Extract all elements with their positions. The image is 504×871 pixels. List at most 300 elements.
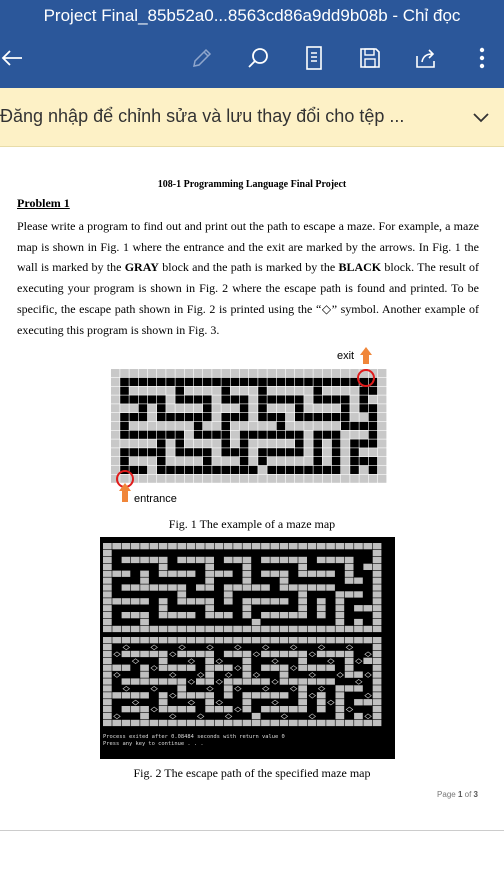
maze-path-cell bbox=[326, 578, 335, 584]
maze-path-cell bbox=[240, 448, 249, 456]
maze-wall-cell bbox=[159, 706, 168, 712]
maze-wall-cell bbox=[363, 699, 372, 705]
maze-wall-cell bbox=[298, 612, 307, 618]
maze-wall-cell bbox=[111, 395, 120, 403]
maze-path-cell bbox=[326, 591, 335, 597]
maze-wall-cell bbox=[103, 685, 112, 691]
maze-path-cell bbox=[270, 685, 279, 691]
maze-path-cell bbox=[177, 713, 186, 719]
maze-wall-cell bbox=[243, 564, 252, 570]
maze-wall-cell bbox=[205, 605, 214, 611]
maze-path-cell bbox=[129, 378, 138, 386]
maze-wall-cell bbox=[326, 637, 335, 643]
sign-in-banner[interactable] bbox=[0, 88, 504, 147]
maze-wall-cell bbox=[363, 720, 372, 726]
maze-wall-cell bbox=[159, 699, 168, 705]
maze-wall-cell bbox=[298, 699, 307, 705]
maze-path-cell bbox=[166, 431, 175, 439]
maze-path-cell bbox=[332, 439, 341, 447]
maze-wall-cell bbox=[270, 651, 279, 657]
edit-button[interactable] bbox=[184, 38, 220, 78]
maze-wall-cell bbox=[103, 706, 112, 712]
maze-wall-cell bbox=[196, 584, 205, 590]
maze-wall-cell bbox=[205, 543, 214, 549]
search-button[interactable] bbox=[240, 38, 276, 78]
maze-wall-cell bbox=[177, 591, 186, 597]
maze-path-cell bbox=[308, 619, 317, 625]
maze-path-cell bbox=[323, 378, 332, 386]
maze-path-cell bbox=[363, 665, 372, 671]
maze-wall-cell bbox=[243, 612, 252, 618]
maze-wall-cell bbox=[175, 369, 184, 377]
maze-path-cell bbox=[168, 550, 177, 556]
maze-path-cell bbox=[122, 713, 131, 719]
maze-wall-cell bbox=[157, 475, 166, 483]
maze-path-cell bbox=[289, 598, 298, 604]
maze-wall-cell bbox=[185, 387, 194, 395]
maze-path-cell bbox=[267, 431, 276, 439]
maze-wall-cell bbox=[224, 543, 233, 549]
maze-path-cell bbox=[187, 685, 196, 691]
maze-wall-cell bbox=[168, 706, 177, 712]
maze-path-cell bbox=[122, 591, 131, 597]
maze-path-cell bbox=[280, 619, 289, 625]
exit-label: exit bbox=[337, 350, 355, 362]
chevron-down-icon[interactable] bbox=[470, 108, 492, 126]
maze-wall-cell bbox=[205, 658, 214, 664]
maze-wall-cell bbox=[326, 543, 335, 549]
maze-wall-cell bbox=[212, 413, 221, 421]
maze-wall-cell bbox=[140, 612, 149, 618]
maze-path-cell bbox=[363, 706, 372, 712]
maze-wall-cell bbox=[280, 651, 289, 657]
maze-wall-cell bbox=[103, 720, 112, 726]
maze-path-cell bbox=[295, 448, 304, 456]
maze-wall-cell bbox=[363, 626, 372, 632]
maze-wall-cell bbox=[249, 413, 258, 421]
maze-path-cell bbox=[354, 644, 363, 650]
maze-path-cell bbox=[326, 685, 335, 691]
maze-wall-cell bbox=[111, 404, 120, 412]
maze-path-cell bbox=[308, 550, 317, 556]
maze-path-cell bbox=[150, 578, 159, 584]
maze-path-cell bbox=[243, 591, 252, 597]
maze-wall-cell bbox=[196, 626, 205, 632]
maze-wall-cell bbox=[252, 637, 261, 643]
maze-wall-cell bbox=[212, 475, 221, 483]
maze-wall-cell bbox=[240, 422, 249, 430]
maze-path-cell bbox=[270, 578, 279, 584]
maze-path-cell bbox=[185, 413, 194, 421]
maze-wall-cell bbox=[112, 571, 121, 577]
maze-path-cell bbox=[369, 413, 378, 421]
maze-wall-cell bbox=[336, 619, 345, 625]
maze-wall-cell bbox=[185, 475, 194, 483]
maze-path-cell bbox=[221, 413, 230, 421]
maze-path-cell bbox=[129, 431, 138, 439]
maze-path-cell bbox=[122, 564, 131, 570]
maze-wall-cell bbox=[326, 584, 335, 590]
maze-path-cell bbox=[277, 413, 286, 421]
maze-wall-cell bbox=[317, 543, 326, 549]
maze-path-cell bbox=[261, 672, 270, 678]
maze-wall-cell bbox=[317, 598, 326, 604]
maze-path-cell bbox=[332, 395, 341, 403]
maze-wall-cell bbox=[280, 637, 289, 643]
maze-path-cell bbox=[336, 584, 345, 590]
maze-wall-cell bbox=[224, 598, 233, 604]
maze-wall-cell bbox=[378, 413, 387, 421]
maze-wall-cell bbox=[354, 578, 363, 584]
maze-path-cell bbox=[196, 685, 205, 691]
maze-wall-cell bbox=[317, 637, 326, 643]
maze-path-cell bbox=[196, 605, 205, 611]
total-pages: 3 bbox=[473, 790, 478, 799]
maze-wall-cell bbox=[261, 557, 270, 563]
maze-path-cell bbox=[231, 448, 240, 456]
maze-wall-cell bbox=[341, 457, 350, 465]
maze-wall-cell bbox=[308, 720, 317, 726]
maze-path-cell bbox=[139, 466, 148, 474]
maze-wall-cell bbox=[159, 692, 168, 698]
maze-path-cell bbox=[326, 692, 335, 698]
maze-wall-cell bbox=[317, 699, 326, 705]
maze-wall-cell bbox=[205, 720, 214, 726]
maze-path-cell bbox=[252, 605, 261, 611]
maze-wall-cell bbox=[205, 584, 214, 590]
share-button[interactable] bbox=[408, 38, 444, 78]
maze-wall-cell bbox=[336, 720, 345, 726]
maze-wall-cell bbox=[177, 571, 186, 577]
maze-path-cell bbox=[261, 578, 270, 584]
maze-wall-cell bbox=[231, 439, 240, 447]
maze-path-cell bbox=[112, 584, 121, 590]
maze-path-cell bbox=[345, 550, 354, 556]
maze-wall-cell bbox=[159, 557, 168, 563]
maze-wall-cell bbox=[373, 557, 382, 563]
maze-wall-cell bbox=[205, 672, 214, 678]
maze-wall-cell bbox=[103, 651, 112, 657]
maze-path-cell bbox=[354, 571, 363, 577]
maze-path-cell bbox=[308, 658, 317, 664]
maze-wall-cell bbox=[103, 644, 112, 650]
maze-wall-cell bbox=[378, 369, 387, 377]
maze-wall-cell bbox=[212, 422, 221, 430]
maze-wall-cell bbox=[317, 692, 326, 698]
maze-wall-cell bbox=[185, 439, 194, 447]
maze-path-cell bbox=[233, 658, 242, 664]
fig2-console-image bbox=[100, 537, 395, 759]
maze-path-cell bbox=[215, 692, 224, 698]
maze-wall-cell bbox=[215, 543, 224, 549]
maze-path-cell bbox=[150, 658, 159, 664]
maze-path-cell bbox=[313, 378, 322, 386]
maze-path-cell bbox=[203, 431, 212, 439]
maze-wall-cell bbox=[196, 557, 205, 563]
maze-path-cell bbox=[308, 612, 317, 618]
maze-path-cell bbox=[289, 578, 298, 584]
more-options-button[interactable] bbox=[464, 38, 500, 78]
maze-wall-cell bbox=[205, 598, 214, 604]
maze-wall-cell bbox=[345, 637, 354, 643]
maze-path-cell bbox=[240, 413, 249, 421]
maze-path-cell bbox=[350, 439, 359, 447]
maze-path-cell bbox=[280, 550, 289, 556]
maze-wall-cell bbox=[350, 413, 359, 421]
maze-path-cell bbox=[215, 713, 224, 719]
maze-path-cell bbox=[363, 612, 372, 618]
maze-path-cell bbox=[277, 431, 286, 439]
maze-path-cell bbox=[166, 413, 175, 421]
maze-wall-cell bbox=[332, 475, 341, 483]
maze-wall-cell bbox=[298, 651, 307, 657]
maze-wall-cell bbox=[345, 651, 354, 657]
maze-wall-cell bbox=[205, 678, 214, 684]
maze-wall-cell bbox=[187, 543, 196, 549]
maze-wall-cell bbox=[111, 448, 120, 456]
maze-wall-cell bbox=[150, 626, 159, 632]
maze-wall-cell bbox=[122, 626, 131, 632]
maze-path-cell bbox=[345, 713, 354, 719]
maze-wall-cell bbox=[280, 626, 289, 632]
maze-wall-cell bbox=[369, 395, 378, 403]
maze-wall-cell bbox=[345, 591, 354, 597]
maze-path-cell bbox=[215, 591, 224, 597]
maze-wall-cell bbox=[326, 626, 335, 632]
maze-path-cell bbox=[120, 431, 129, 439]
maze-wall-cell bbox=[233, 678, 242, 684]
maze-wall-cell bbox=[270, 612, 279, 618]
maze-wall-cell bbox=[103, 605, 112, 611]
maze-path-cell bbox=[326, 605, 335, 611]
maze-path-cell bbox=[326, 644, 335, 650]
read-mode-button[interactable] bbox=[296, 38, 332, 78]
maze-path-cell bbox=[233, 692, 242, 698]
maze-path-cell bbox=[308, 598, 317, 604]
maze-path-cell bbox=[131, 605, 140, 611]
maze-path-cell bbox=[354, 550, 363, 556]
maze-path-cell bbox=[233, 578, 242, 584]
maze-wall-cell bbox=[286, 475, 295, 483]
maze-wall-cell bbox=[129, 439, 138, 447]
maze-path-cell bbox=[131, 591, 140, 597]
maze-wall-cell bbox=[129, 404, 138, 412]
maze-wall-cell bbox=[205, 637, 214, 643]
maze-wall-cell bbox=[289, 626, 298, 632]
maze-wall-cell bbox=[205, 578, 214, 584]
maze-path-cell bbox=[289, 550, 298, 556]
maze-path-cell bbox=[185, 466, 194, 474]
maze-wall-cell bbox=[313, 475, 322, 483]
maze-wall-cell bbox=[122, 612, 131, 618]
maze-path-cell bbox=[363, 584, 372, 590]
maze-wall-cell bbox=[129, 422, 138, 430]
maze-wall-cell bbox=[345, 658, 354, 664]
maze-wall-cell bbox=[252, 584, 261, 590]
problem-description bbox=[17, 216, 479, 340]
maze-wall-cell bbox=[354, 605, 363, 611]
maze-path-cell bbox=[131, 619, 140, 625]
maze-wall-cell bbox=[185, 431, 194, 439]
maze-path-cell bbox=[363, 685, 372, 691]
maze-wall-cell bbox=[317, 651, 326, 657]
maze-path-cell bbox=[359, 422, 368, 430]
maze-path-cell bbox=[177, 699, 186, 705]
maze-path-cell bbox=[203, 413, 212, 421]
maze-wall-cell bbox=[175, 475, 184, 483]
maze-wall-cell bbox=[166, 404, 175, 412]
maze-wall-cell bbox=[280, 672, 289, 678]
maze-wall-cell bbox=[258, 439, 267, 447]
maze-path-cell bbox=[252, 665, 261, 671]
maze-wall-cell bbox=[120, 404, 129, 412]
maze-wall-cell bbox=[341, 431, 350, 439]
maze-path-cell bbox=[280, 699, 289, 705]
maze-wall-cell bbox=[103, 672, 112, 678]
maze-path-cell bbox=[148, 431, 157, 439]
maze-wall-cell bbox=[233, 651, 242, 657]
maze-path-cell bbox=[205, 550, 214, 556]
maze-path-cell bbox=[252, 591, 261, 597]
maze-wall-cell bbox=[354, 637, 363, 643]
maze-path-cell bbox=[277, 378, 286, 386]
exit-arrow-icon bbox=[360, 347, 372, 364]
maze-wall-cell bbox=[317, 720, 326, 726]
maze-wall-cell bbox=[140, 543, 149, 549]
maze-path-cell bbox=[140, 550, 149, 556]
maze-path-cell bbox=[140, 591, 149, 597]
maze-wall-cell bbox=[131, 584, 140, 590]
maze-wall-cell bbox=[187, 571, 196, 577]
maze-wall-cell bbox=[243, 720, 252, 726]
maze-path-cell bbox=[122, 619, 131, 625]
maze-wall-cell bbox=[280, 720, 289, 726]
maze-path-cell bbox=[185, 378, 194, 386]
maze-path-cell bbox=[350, 457, 359, 465]
maze-wall-cell bbox=[203, 387, 212, 395]
maze-path-cell bbox=[122, 699, 131, 705]
maze-wall-cell bbox=[148, 422, 157, 430]
maze-path-cell bbox=[131, 713, 140, 719]
maze-path-cell bbox=[224, 658, 233, 664]
maze-wall-cell bbox=[378, 422, 387, 430]
maze-wall-cell bbox=[345, 557, 354, 563]
maze-path-cell bbox=[150, 550, 159, 556]
maze-wall-cell bbox=[308, 626, 317, 632]
maze-path-cell bbox=[215, 605, 224, 611]
maze-path-cell bbox=[270, 672, 279, 678]
maze-wall-cell bbox=[341, 448, 350, 456]
maze-path-cell bbox=[317, 591, 326, 597]
save-button[interactable] bbox=[352, 38, 388, 78]
maze-path-cell bbox=[233, 699, 242, 705]
maze-wall-cell bbox=[332, 422, 341, 430]
maze-wall-cell bbox=[122, 557, 131, 563]
maze-wall-cell bbox=[261, 651, 270, 657]
maze-wall-cell bbox=[177, 557, 186, 563]
maze-wall-cell bbox=[103, 564, 112, 570]
maze-wall-cell bbox=[373, 591, 382, 597]
maze-wall-cell bbox=[270, 543, 279, 549]
maze-wall-cell bbox=[150, 557, 159, 563]
maze-wall-cell bbox=[205, 699, 214, 705]
maze-wall-cell bbox=[131, 706, 140, 712]
maze-wall-cell bbox=[286, 404, 295, 412]
maze-path-cell bbox=[252, 706, 261, 712]
maze-wall-cell bbox=[243, 692, 252, 698]
maze-path-cell bbox=[332, 448, 341, 456]
maze-wall-cell bbox=[304, 422, 313, 430]
maze-wall-cell bbox=[187, 720, 196, 726]
maze-wall-cell bbox=[298, 692, 307, 698]
maze-wall-cell bbox=[131, 557, 140, 563]
maze-path-cell bbox=[252, 644, 261, 650]
maze-path-cell bbox=[112, 706, 121, 712]
maze-path-cell bbox=[289, 591, 298, 597]
maze-wall-cell bbox=[317, 557, 326, 563]
maze-path-cell bbox=[203, 378, 212, 386]
maze-wall-cell bbox=[323, 387, 332, 395]
maze-wall-cell bbox=[103, 591, 112, 597]
maze-wall-cell bbox=[168, 543, 177, 549]
maze-path-cell bbox=[359, 439, 368, 447]
maze-wall-cell bbox=[166, 387, 175, 395]
maze-wall-cell bbox=[111, 413, 120, 421]
maze-wall-cell bbox=[317, 665, 326, 671]
maze-path-cell bbox=[295, 466, 304, 474]
maze-path-cell bbox=[196, 564, 205, 570]
maze-wall-cell bbox=[378, 395, 387, 403]
maze-wall-cell bbox=[252, 720, 261, 726]
back-button[interactable] bbox=[0, 38, 30, 78]
maze-path-cell bbox=[187, 578, 196, 584]
maze-path-cell bbox=[261, 564, 270, 570]
maze-wall-cell bbox=[345, 672, 354, 678]
maze-wall-cell bbox=[369, 448, 378, 456]
maze-path-cell bbox=[326, 672, 335, 678]
maze-path-cell bbox=[221, 387, 230, 395]
maze-wall-cell bbox=[298, 626, 307, 632]
maze-path-cell bbox=[270, 564, 279, 570]
maze-path-cell bbox=[233, 598, 242, 604]
maze-path-cell bbox=[112, 591, 121, 597]
maze-path-cell bbox=[304, 466, 313, 474]
maze-path-cell bbox=[131, 571, 140, 577]
maze-path-cell bbox=[252, 557, 261, 563]
maze-wall-cell bbox=[317, 626, 326, 632]
maze-wall-cell bbox=[258, 422, 267, 430]
maze-path-cell bbox=[175, 378, 184, 386]
maze-path-cell bbox=[332, 457, 341, 465]
maze-path-cell bbox=[363, 598, 372, 604]
maze-wall-cell bbox=[295, 422, 304, 430]
maze-path-cell bbox=[120, 457, 129, 465]
maze-wall-cell bbox=[140, 713, 149, 719]
maze-wall-cell bbox=[341, 439, 350, 447]
fig1-maze-image bbox=[105, 343, 390, 508]
maze-wall-cell bbox=[261, 612, 270, 618]
maze-wall-cell bbox=[345, 720, 354, 726]
maze-wall-cell bbox=[233, 626, 242, 632]
maze-wall-cell bbox=[103, 584, 112, 590]
maze-wall-cell bbox=[148, 475, 157, 483]
maze-path-cell bbox=[345, 699, 354, 705]
maze-wall-cell bbox=[277, 387, 286, 395]
maze-path-cell bbox=[196, 612, 205, 618]
maze-wall-cell bbox=[139, 387, 148, 395]
maze-path-cell bbox=[280, 605, 289, 611]
maze-wall-cell bbox=[243, 672, 252, 678]
